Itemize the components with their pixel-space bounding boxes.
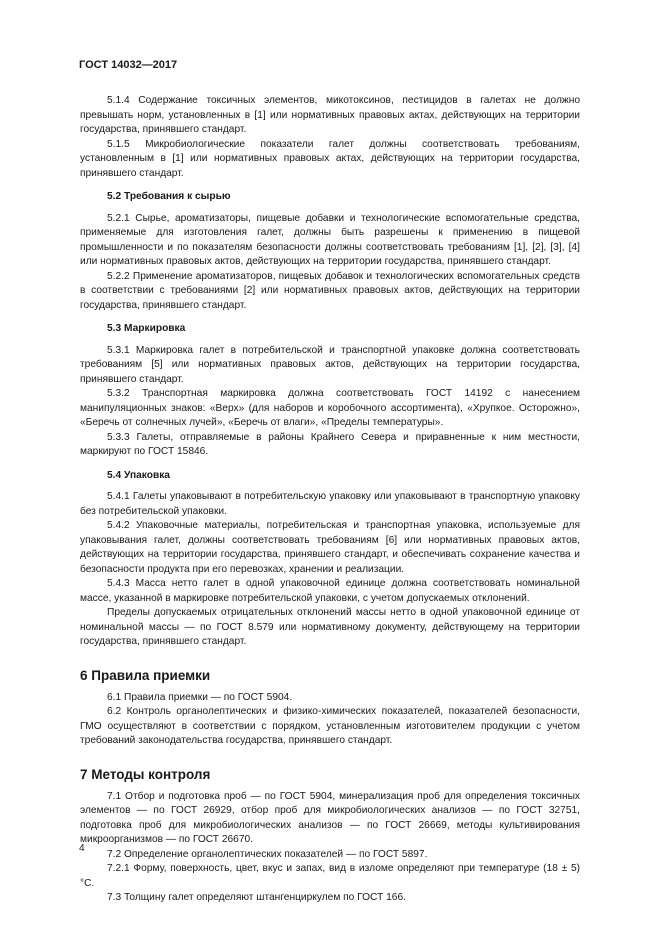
paragraph: 7.2.1 Форму, поверхность, цвет, вкус и запах, вид в изломе определяют при температуре (18 ± 5) °С. — [80, 863, 580, 889]
paragraph: 7.1 Отбор и подготовка проб — по ГОСТ 5904, минерализация проб для определения токсичных элементов — по ГОСТ 26929, отбор проб для микробиологических анализов — по ГОСТ 32751, подготовка проб для микробиологических анализов — по ГОСТ 26669, методы культивирования микроорганизмов — по ГОСТ 26670. — [80, 790, 580, 845]
paragraph: Пределы допускаемых отрицательных отклонений массы нетто в одной упаковочной единице от номинальной массы — по ГОСТ 8.579 или нормативному документу, действующему на территории государства, принявшего стандарт. — [80, 607, 580, 647]
paragraph: 5.3.3 Галеты, отправляемые в районы Крайнего Севера и приравненные к ним местности, маркируют по ГОСТ 15846. — [80, 431, 580, 457]
paragraph: 5.1.4 Содержание токсичных элементов, микотоксинов, пестицидов в галетах не должно превышать норм, установленных в [1] или нормативных правовых актах, действующих на территории государства, принявшего стандарт. — [80, 95, 580, 135]
paragraph: 5.1.5 Микробиологические показатели галет должны соответствовать требованиям, установленным в [1] или нормативных правовых актах, действующих на территории государства, принявшего стандарт. — [80, 138, 580, 179]
paragraph: 6.1 Правила приемки — по ГОСТ 5904. — [107, 691, 293, 703]
paragraph: 5.2.2 Применение ароматизаторов, пищевых добавок и технологических вспомогательных средств в соответствии с требованиями [2] или нормативных правовых актов, действующих на территории государства, принявшего стандарт. — [80, 270, 580, 311]
section-heading: 7 Методы контроля — [80, 766, 211, 782]
paragraph: 5.2.1 Сырье, ароматизаторы, пищевые добавки и технологические вспомогательные средства, применяемые для изготовления галет, должны быть разрешены к применению в пищевой промышленности и по показателям безопасности должны соответствовать требованиям [1], [2], [3], [4] или нормативных правовых актов, действующих на территории государства, принявшего стандарт. — [80, 212, 580, 267]
paragraph: 5.4.1 Галеты упаковывают в потребительскую упаковку или упаковывают в транспортную упаковку без потребительской упаковки. — [80, 491, 580, 517]
document-body — [80, 94, 580, 906]
paragraph: 7.3 Толщину галет определяют штангенциркулем по ГОСТ 166. — [107, 892, 406, 903]
paragraph: 5.3.2 Транспортная маркировка должна соответствовать ГОСТ 14192 с нанесением манипуляционных знаков: «Верх» (для наборов и коробочного ассортимента), «Хрупкое. Осторожно», «Беречь от солнечных лучей», «Беречь от влаги», «Пределы температуры». — [80, 388, 580, 428]
paragraph: 5.4.2 Упаковочные материалы, потребительская и транспортная упаковка, используемые для упаковывания галет, должны соответствовать требованиям [6] или нормативных правовых актов, действующих на территории государства, принявшего стандарт, и обеспечивать сохранение качества и безопасности продукта при его перевозках, хранении и реализации. — [80, 520, 580, 575]
document-header: ГОСТ 14032—2017 — [79, 59, 178, 71]
page-number: 4 — [79, 843, 85, 854]
subsection-heading: 5.4 Упаковка — [107, 469, 170, 481]
paragraph: 5.3.1 Маркировка галет в потребительской и транспортной упаковке должна соответствовать требованиям [5] или нормативных правовых актов, действующих на территории государства, принявшего стандарт. — [80, 344, 580, 385]
paragraph: 5.4.3 Масса нетто галет в одной упаковочной единице должна соответствовать номинальной массе, указанной в маркировке потребительской упаковки, с учетом допускаемых отклонений. — [80, 578, 580, 604]
paragraph: 7.2 Определение органолептических показателей — по ГОСТ 5897. — [107, 848, 428, 860]
subsection-heading: 5.2 Требования к сырью — [107, 191, 231, 202]
section-heading: 6 Правила приемки — [80, 667, 211, 683]
subsection-heading: 5.3 Маркировка — [107, 323, 186, 334]
paragraph: 6.2 Контроль органолептических и физико-химических показателей, показателей безопасности, ГМО осуществляют в соответствии с порядком, установленным изготовителем продукции с учетом требований законодательства государства, принявшего стандарт. — [80, 706, 580, 746]
